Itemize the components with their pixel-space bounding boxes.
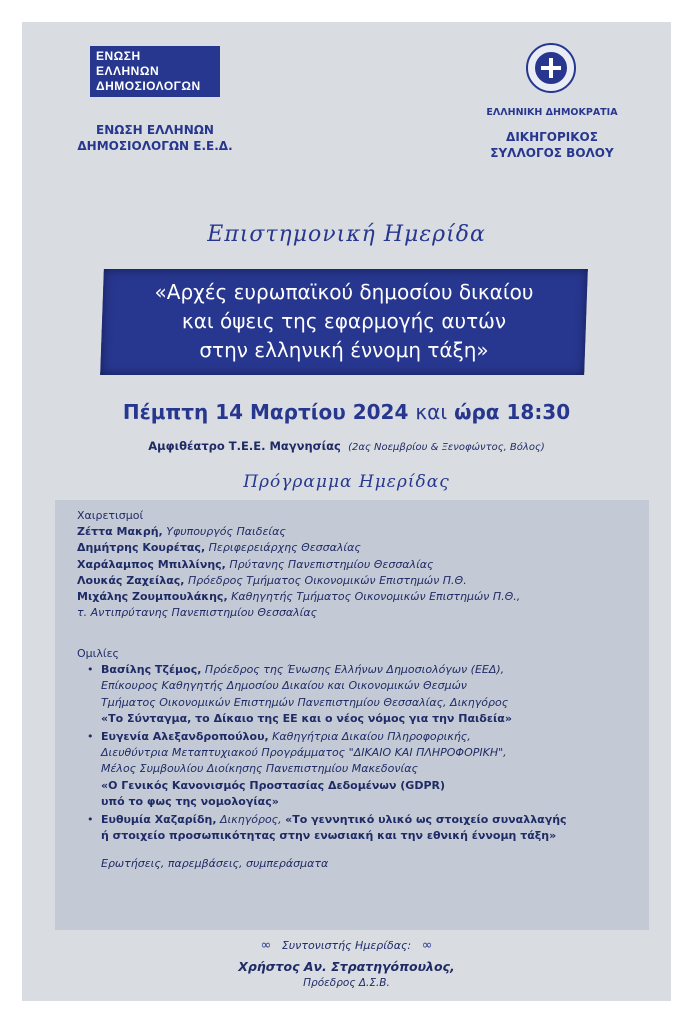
- republic-label: ΕΛΛΗΝΙΚΗ ΔΗΜΟΚΡΑΤΙΑ: [486, 107, 618, 118]
- org-right-line1: ΔΙΚΗΓΟΡΙΚΟΣ: [506, 130, 598, 144]
- bullet: •: [87, 730, 94, 744]
- greeting-item: Λουκάς Ζαχείλας, Πρόεδρος Τμήματος Οικονομικών Επιστημών Π.Θ.: [77, 573, 467, 587]
- coordinator-role: Πρόεδρος Δ.Σ.Β.: [303, 977, 390, 989]
- venue-name: Αμφιθέατρο Τ.Ε.Ε. Μαγνησίας: [148, 439, 341, 453]
- infinity-icon: ∞: [260, 938, 272, 953]
- date-text: Πέμπτη 14 Μαρτίου 2024: [122, 400, 409, 424]
- program-title: Πρόγραμμα Ημερίδας: [243, 472, 450, 492]
- org-left-line2: ΔΗΜΟΣΙΟΛΟΓΩΝ Ε.Ε.Δ.: [77, 139, 233, 153]
- greetings-label: Χαιρετισμοί: [77, 509, 144, 522]
- greek-emblem-icon: [526, 43, 576, 93]
- greeting-item: Ζέττα Μακρή, Υφυπουργός Παιδείας: [77, 525, 286, 539]
- talk-item: • Βασίλης Τζέμος, Πρόεδρος της Ένωσης Ελλήνων Δημοσιολόγων (ΕΕΔ), Επίκουρος Καθηγητής Δημοσίου Δικαίου και Οικονομικών Θεσμών Τμήματος Οικονομικών Επιστημών Πανεπιστημίου Θεσσαλίας, Δικηγόρος «Το Σύνταγμα, το Δίκαιο της ΕΕ και ο νέος νόμος για την Παιδεία»: [87, 663, 512, 725]
- event-type: Επιστημονική Ημερίδα: [207, 222, 486, 247]
- talk-item: • Ευθυμία Χαζαρίδη, Δικηγόρος, «Το γεννητικό υλικό ως στοιχείο συναλλαγής ή στοιχείο προσωπικότητας στην ενωσιακή και την εθνική έννομη τάξη»: [87, 813, 567, 843]
- date-and: και: [415, 400, 448, 424]
- infinity-icon: ∞: [421, 938, 433, 953]
- logo-line: ΔΗΜΟΣΙΟΛΟΓΩΝ: [96, 79, 201, 93]
- greeting-item: Δημήτρης Κουρέτας, Περιφερειάρχης Θεσσαλίας: [77, 541, 361, 555]
- org-left: [65, 122, 245, 154]
- title-line: «Αρχές ευρωπαϊκού δημοσίου δικαίου: [154, 280, 534, 304]
- coordinator-label-row: [22, 938, 671, 953]
- org-right: [462, 129, 642, 161]
- logo-line: ΕΝΩΣΗ: [96, 49, 141, 63]
- talks-section: [77, 646, 567, 873]
- venue-address: (2ας Νοεμβρίου & Ξενοφώντος, Βόλος): [348, 442, 545, 453]
- org-left-line1: ΕΝΩΣΗ ΕΛΛΗΝΩΝ: [96, 123, 214, 137]
- org-right-line2: ΣΥΛΛΟΓΟΣ ΒΟΛΟΥ: [490, 146, 614, 160]
- eed-logo: [90, 46, 220, 97]
- greeting-item: Χαράλαμπος Μπιλλίνης, Πρύτανης Πανεπιστημίου Θεσσαλίας: [77, 557, 434, 571]
- program-box: [55, 500, 649, 930]
- coordinator-label: Συντονιστής Ημερίδας:: [281, 939, 412, 952]
- greeting-item: Μιχάλης Ζουμπουλάκης, Καθηγητής Τμήματος Οικονομικών Επιστημών Π.Θ.,: [77, 590, 521, 604]
- time-text: ώρα 18:30: [454, 400, 571, 424]
- greetings-section: [77, 508, 520, 621]
- title-line: στην ελληνική έννομη τάξη»: [199, 338, 489, 362]
- talks-label: Ομιλίες: [77, 647, 120, 660]
- venue: [22, 439, 671, 453]
- closing-note: Ερωτήσεις, παρεμβάσεις, συμπεράσματα: [101, 857, 329, 871]
- logo-line: ΕΛΛΗΝΩΝ: [96, 64, 160, 78]
- title-line: και όψεις της εφαρμογής αυτών: [181, 309, 507, 333]
- poster: [22, 22, 671, 1001]
- greeting-item-cont: τ. Αντιπρύτανης Πανεπιστημίου Θεσσαλίας: [77, 606, 318, 620]
- bullet: •: [87, 663, 94, 677]
- coordinator-name: Χρήστος Αν. Στρατηγόπουλος,: [238, 959, 455, 974]
- bullet: •: [87, 813, 94, 827]
- talk-item: • Ευγενία Αλεξανδροπούλου, Καθηγήτρια Δικαίου Πληροφορικής, Διευθύντρια Μεταπτυχιακού Προγράμματος "ΔΙΚΑΙΟ ΚΑΙ ΠΛΗΡΟΦΟΡΙΚΗ", Μέλος Συμβουλίου Διοίκησης Πανεπιστημίου Μακεδονίας «Ο Γενικός Κανονισμός Προστασίας Δεδομένων (GDPR) υπό το φως της νομολογίας»: [87, 730, 507, 808]
- event-title: [102, 278, 586, 365]
- event-date: [22, 400, 671, 424]
